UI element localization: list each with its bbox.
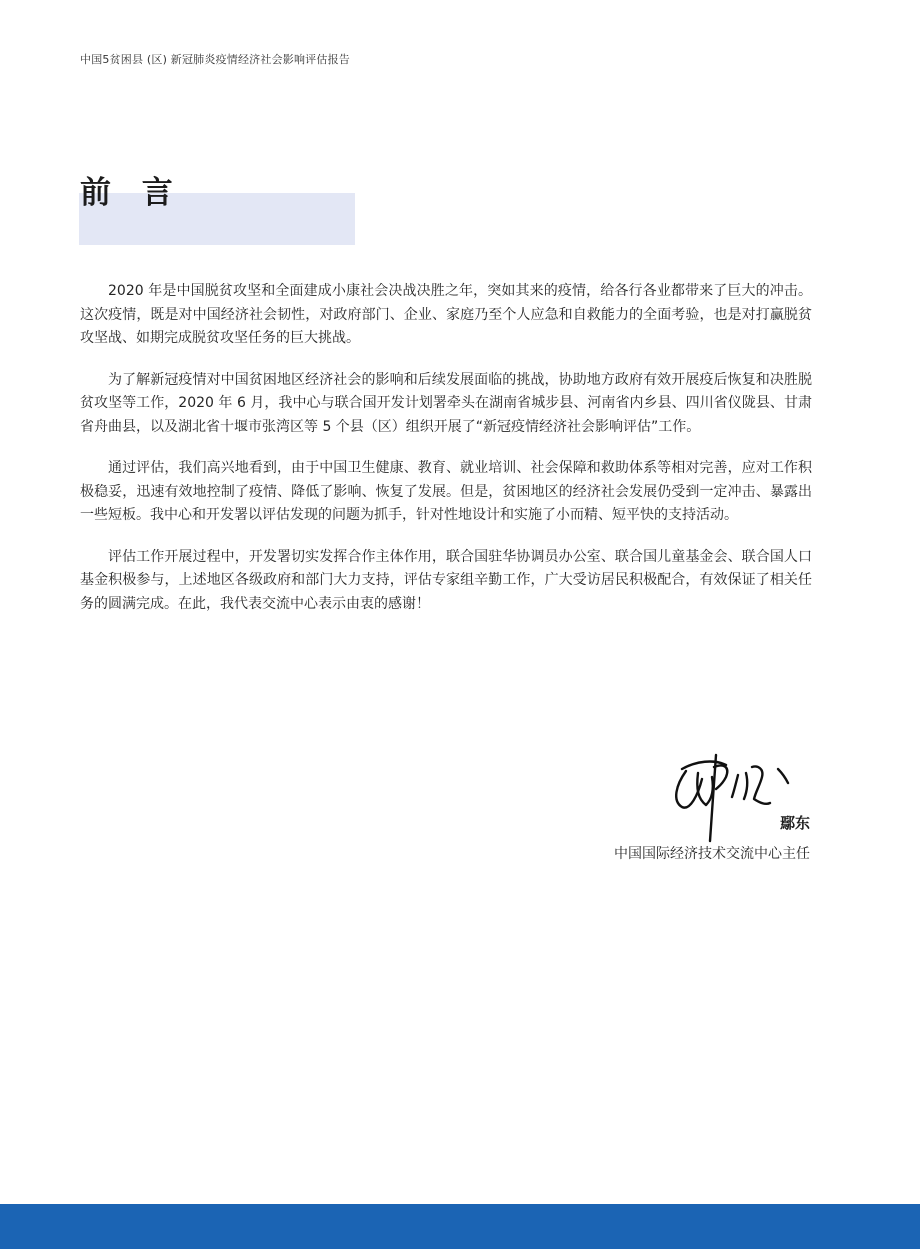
page-title: 前 言 <box>80 175 183 211</box>
paragraph: 评估工作开展过程中，开发署切实发挥合作主体作用，联合国驻华协调员办公室、联合国儿童基金会、联合国人口基金积极参与，上述地区各级政府和部门大力支持，评估专家组辛勤工作，广大受访居民积极配合，有效保证了相关任务的圆满完成。在此，我代表交流中心表示由衷的感谢！ <box>80 548 812 612</box>
signer-title: 中国国际经济技术交流中心主任 <box>614 846 810 862</box>
body-text <box>80 280 812 634</box>
paragraph: 为了解新冠疫情对中国贫困地区经济社会的影响和后续发展面临的挑战，协助地方政府有效开展疫后恢复和决胜脱贫攻坚等工作，2020 年 6 月，我中心与联合国开发计划署牵头在湖南省城步县、河南省内乡县、四川省仪陇县、甘肃省舟曲县，以及湖北省十堰市张湾区等 5 个县（区）组织开展了“新冠疫情经济社会影响评估”工作。 <box>80 371 812 435</box>
signer-name: 鄢东 <box>779 814 810 832</box>
running-header: 中国5贫困县 (区) 新冠肺炎疫情经济社会影响评估报告 <box>80 53 350 66</box>
footer-bar <box>0 1204 920 1249</box>
paragraph: 通过评估，我们高兴地看到，由于中国卫生健康、教育、就业培训、社会保障和救助体系等相对完善，应对工作积极稳妥，迅速有效地控制了疫情、降低了影响、恢复了发展。但是，贫困地区的经济社会发展仍受到一定冲击、暴露出一些短板。我中心和开发署以评估发现的问题为抓手，针对性地设计和实施了小而精、短平快的支持活动。 <box>80 460 812 523</box>
handwritten-signature-icon <box>668 733 798 843</box>
paragraph: 2020 年是中国脱贫攻坚和全面建成小康社会决战决胜之年，突如其来的疫情，给各行各业都带来了巨大的冲击。这次疫情，既是对中国经济社会韧性，对政府部门、企业、家庭乃至个人应急和自救能力的全面考验，也是对打赢脱贫攻坚战、如期完成脱贫攻坚任务的巨大挑战。 <box>80 283 812 346</box>
